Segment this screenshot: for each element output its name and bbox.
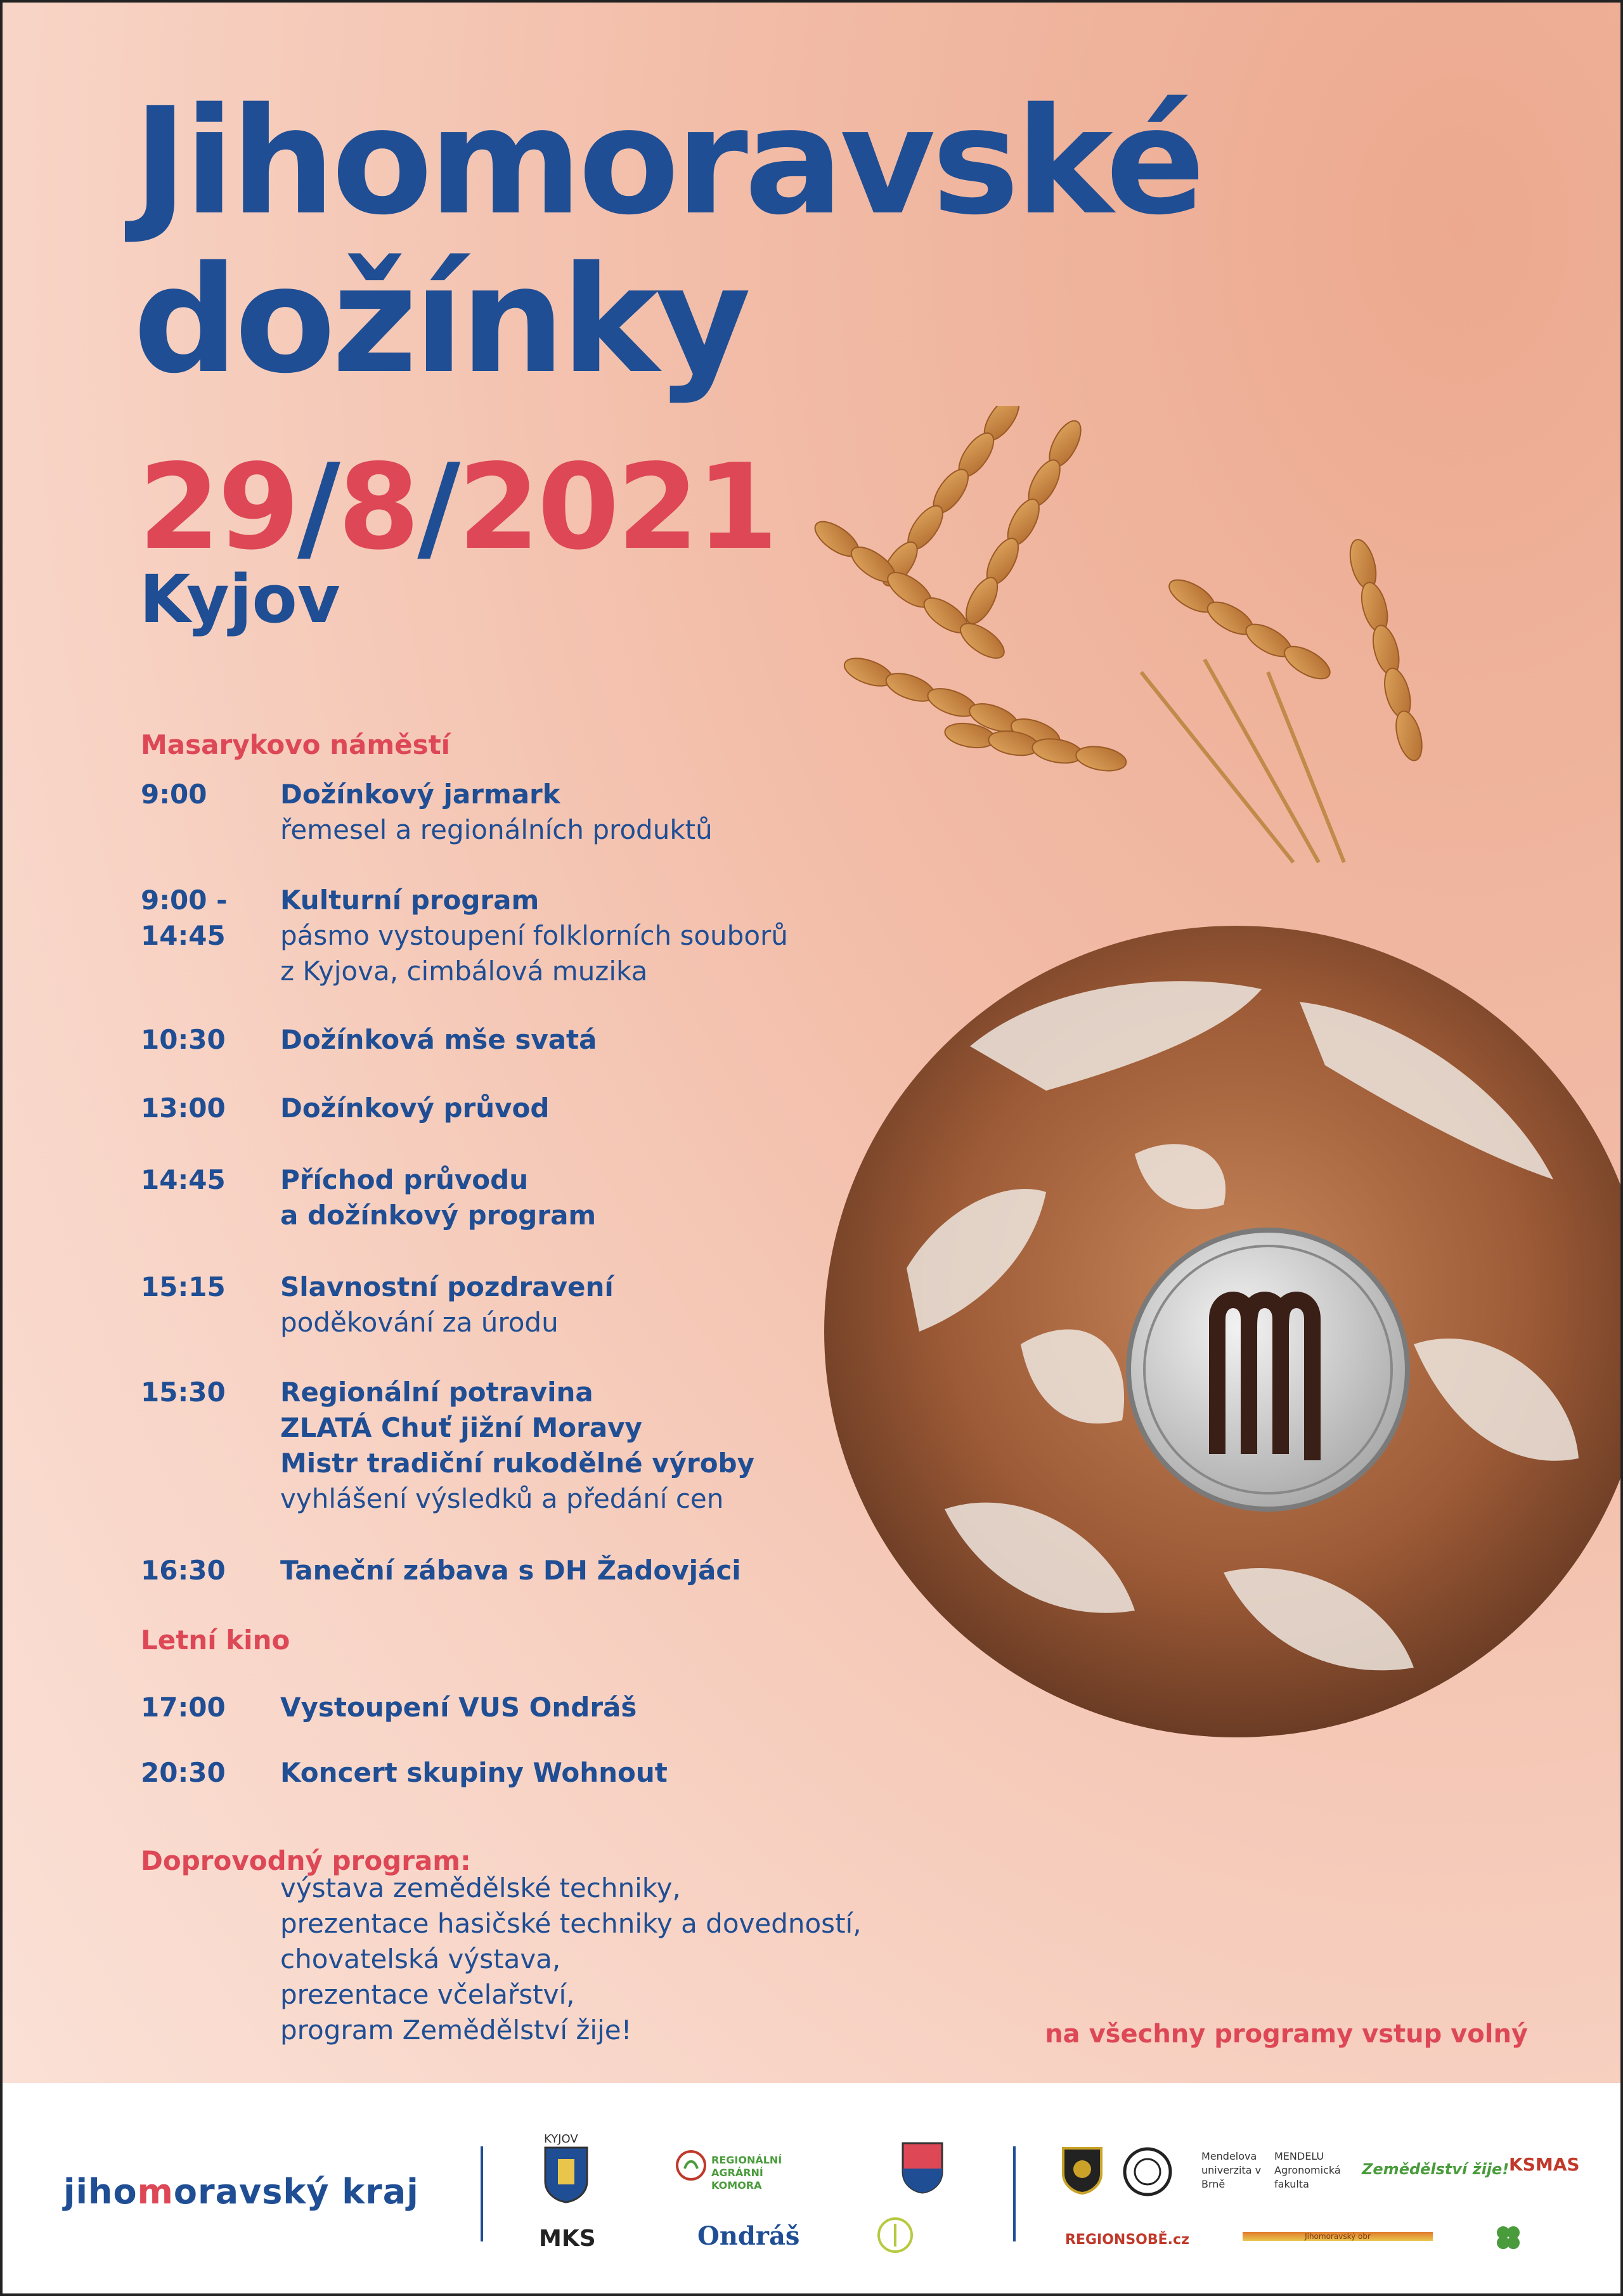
date-slash-1: / [297, 438, 338, 576]
event-time: 10:30 [141, 1024, 226, 1055]
logo-zemedelstvi-zije: Zemědělství žije! [1362, 2160, 1510, 2178]
badge-icon [1060, 2145, 1104, 2196]
logo-ondras: Ondráš [697, 2221, 800, 2251]
footer-logos [0, 2083, 1623, 2296]
event-details: Příchod průvodu a dožínkový program [280, 1164, 597, 1231]
list-item: prezentace včelařství, [280, 1979, 575, 2010]
event-details: Koncert skupiny Wohnout [280, 1757, 668, 1788]
event-time: 13:00 [141, 1093, 226, 1124]
event-details: Slavnostní pozdravení poděkování za úrodu [280, 1271, 614, 1338]
event-time: 16:30 [141, 1555, 226, 1586]
event-details: Kulturní program pásmo vystoupení folklorních souborů z Kyjova, cimbálová muzika [280, 885, 788, 987]
event-time: 20:30 [141, 1757, 226, 1788]
divider [1013, 2146, 1016, 2241]
logo-label-kyjov: KYJOV [544, 2132, 578, 2146]
event-details: Taneční zábava s DH Žadovjáci [280, 1555, 741, 1586]
agrarni-komora-icon [675, 2150, 707, 2181]
date-year: 2021 [458, 438, 776, 576]
event-details: Dožínková mše svatá [280, 1024, 597, 1055]
event-time: 15:30 [141, 1377, 226, 1408]
title-line-1: Jihomoravské [133, 76, 1202, 247]
event-time: 15:15 [141, 1271, 226, 1302]
section-letni-kino: Letní kino [141, 1625, 290, 1656]
date-month: 8 [337, 438, 418, 576]
list-item: výstava zemědělské techniky, [280, 1872, 681, 1904]
clover-icon [1493, 2222, 1523, 2253]
logo-mendelu: Mendelova univerzita v Brně [1201, 2150, 1262, 2190]
poster-title [133, 76, 1202, 406]
doprovodny-list [280, 1871, 978, 2048]
emblem-icon [1122, 2146, 1173, 2197]
m-seal-icon [1128, 1230, 1407, 1509]
logo-mendelu-af: MENDELU Agronomická fakulta [1274, 2150, 1341, 2190]
list-item: prezentace hasičské techniky a dovedností, [280, 1908, 862, 1939]
section-doprovodny: Doprovodný program: [141, 1845, 471, 1876]
date-slash-2: / [417, 438, 458, 576]
event-time: 9:00 - 14:45 [141, 885, 228, 951]
event-details: Regionální potravina ZLATÁ Chuť jižní Moravy Mistr tradiční rukodělné výroby vyhlášení výsledků a předání cen [280, 1377, 755, 1514]
title-line-2: dožínky [133, 235, 747, 406]
kyjov-crest-icon [544, 2146, 588, 2203]
section-masarykovo: Masarykovo náměstí [141, 729, 451, 760]
list-item: chovatelská výstava, [280, 1943, 561, 1975]
logo-agrarni-komora: REGIONÁLNÍ AGRÁRNÍ KOMORA [711, 2154, 782, 2191]
logo-jihomoravsky-obr: Jihomoravský obr [1243, 2232, 1433, 2241]
divider [481, 2146, 483, 2241]
event-time: 17:00 [141, 1692, 226, 1723]
shield-crest-icon [902, 2137, 943, 2194]
brand-jihomoravsky-kraj: jihomoravský kraj [63, 2172, 419, 2212]
event-time: 14:45 [141, 1164, 226, 1195]
event-date [138, 438, 776, 576]
emblem-icon [876, 2216, 914, 2254]
logo-regionsobe: REGIONSOBĚ.cz [1065, 2232, 1189, 2248]
logo-ksmas: KSMAS [1509, 2154, 1580, 2175]
date-day: 29 [138, 438, 297, 576]
event-details: Vystoupení VUS Ondráš [280, 1692, 637, 1723]
event-city: Kyjov [139, 561, 340, 638]
event-details: Dožínkový jarmark řemesel a regionálních produktů [280, 779, 713, 845]
event-time: 9:00 [141, 779, 207, 810]
free-entry-note: na všechny programy vstup volný [1045, 2020, 1528, 2049]
logo-mks: MKS [539, 2226, 596, 2252]
event-details: Dožínkový průvod [280, 1093, 550, 1124]
list-item: program Zemědělství žije! [280, 2014, 632, 2046]
